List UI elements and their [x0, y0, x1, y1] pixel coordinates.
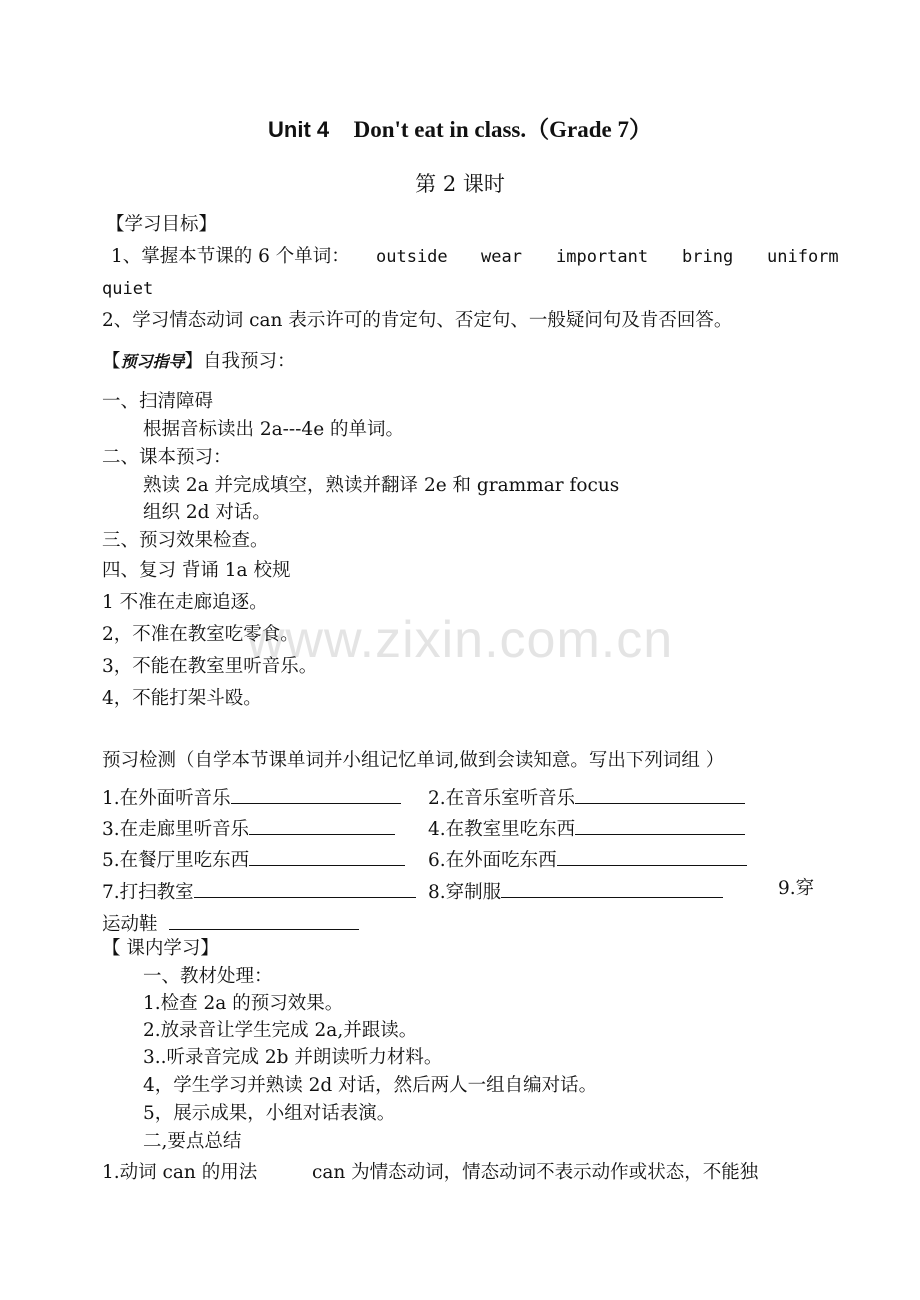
objective-2: 2、学习情态动词 can 表示许可的肯定句、否定句、一般疑问句及肯否回答。: [102, 310, 733, 331]
class-step: 1.检查 2a 的预习效果。: [143, 993, 344, 1014]
section-2-detail-2: 组织 2d 对话。: [143, 502, 271, 523]
exercise-label: 8.穿制服: [428, 882, 502, 903]
answer-blank[interactable]: [249, 817, 395, 835]
class-heading: 【 课内学习】: [102, 938, 219, 959]
section-1-detail: 根据音标读出 2a---4e 的单词。: [143, 419, 405, 440]
objective-1-prefix: 1、掌握本节课的 6 个单词：: [111, 246, 350, 267]
answer-blank[interactable]: [575, 817, 745, 835]
vocab-word: wear: [481, 247, 522, 267]
title-unit: Unit 4: [268, 117, 330, 142]
exercise-label: 5.在餐厅里吃东西: [102, 850, 250, 871]
rule-item: 1 不准在走廊追逐。: [102, 592, 268, 613]
vocab-word: bring: [682, 247, 734, 267]
class-sub-1: 一、教材处理：: [143, 966, 273, 987]
vocab-word: important: [556, 247, 649, 267]
exercise-item: [428, 817, 745, 840]
exercise-item: [102, 817, 395, 840]
exercise-item: [102, 912, 359, 935]
page-title: [0, 118, 920, 141]
rule-item: 3，不能在教室里听音乐。: [102, 656, 318, 677]
exercise-item: [428, 848, 747, 871]
point-1-label: 1.动词 can 的用法: [102, 1162, 258, 1183]
section-4: 四、复习 背诵 1a 校规: [102, 560, 291, 581]
answer-blank[interactable]: [249, 848, 405, 866]
vocab-word: outside: [376, 247, 448, 267]
preview-heading-rest: 】自我预习：: [184, 351, 296, 372]
preview-heading: [102, 353, 296, 372]
watermark: www.zixin.com.cn: [246, 611, 674, 669]
class-step: 2.放录音让学生完成 2a,并跟读。: [143, 1020, 418, 1041]
answer-blank[interactable]: [194, 880, 416, 898]
exercise-label: 6.在外面吃东西: [428, 850, 557, 871]
section-3: 三、预习效果检查。: [102, 530, 269, 551]
exercise-item: [102, 848, 405, 871]
exercise-label: 2.在音乐室听音乐: [428, 788, 576, 809]
exercise-label: 3.在走廊里听音乐: [102, 819, 250, 840]
answer-blank[interactable]: [231, 786, 401, 804]
bracket: 【: [102, 351, 121, 372]
class-sub-2: 二,要点总结: [143, 1131, 242, 1152]
exercise-label: 运动鞋: [102, 914, 158, 935]
section-2: 二、课本预习：: [102, 447, 232, 468]
section-2-detail-1: 熟读 2a 并完成填空，熟读并翻译 2e 和 grammar focus: [143, 475, 620, 496]
exercise-label: 1.在外面听音乐: [102, 788, 231, 809]
answer-blank[interactable]: [169, 912, 359, 930]
title-text: Don't eat in class.（Grade 7）: [353, 117, 652, 142]
exercise-label: 7.打扫教室: [102, 882, 194, 903]
rule-item: 4，不能打架斗殴。: [102, 688, 262, 709]
exercise-label: 4.在教室里吃东西: [428, 819, 576, 840]
point-1-text: can 为情态动词，情态动词不表示动作或状态，不能独: [312, 1162, 759, 1183]
vocab-word-cont: quiet: [102, 279, 154, 299]
class-step: 4，学生学习并熟读 2d 对话，然后两人一组自编对话。: [143, 1075, 598, 1096]
rule-item: 2，不准在教室吃零食。: [102, 624, 299, 645]
lesson-subtitle: 第 2 课时: [415, 172, 505, 196]
objectives-heading: 【学习目标】: [106, 214, 218, 235]
answer-blank[interactable]: [575, 786, 745, 804]
exercise-item: [428, 880, 723, 903]
answer-blank[interactable]: [501, 880, 723, 898]
exercise-item: [428, 786, 745, 809]
check-heading: 预习检测（自学本节课单词并小组记忆单词,做到会读知意。写出下列词组 ）: [102, 750, 725, 771]
vocab-word: uniform: [767, 247, 839, 267]
class-step: 3..听录音完成 2b 并朗读听力材料。: [143, 1047, 443, 1068]
exercise-item: [102, 880, 416, 903]
preview-heading-italic: 预习指导: [120, 352, 185, 371]
section-1: 一、扫清障碍: [102, 391, 214, 412]
answer-blank[interactable]: [557, 848, 747, 866]
exercise-label: 9.穿: [778, 878, 815, 899]
exercise-item: [102, 786, 401, 809]
class-step: 5，展示成果，小组对话表演。: [143, 1103, 396, 1124]
